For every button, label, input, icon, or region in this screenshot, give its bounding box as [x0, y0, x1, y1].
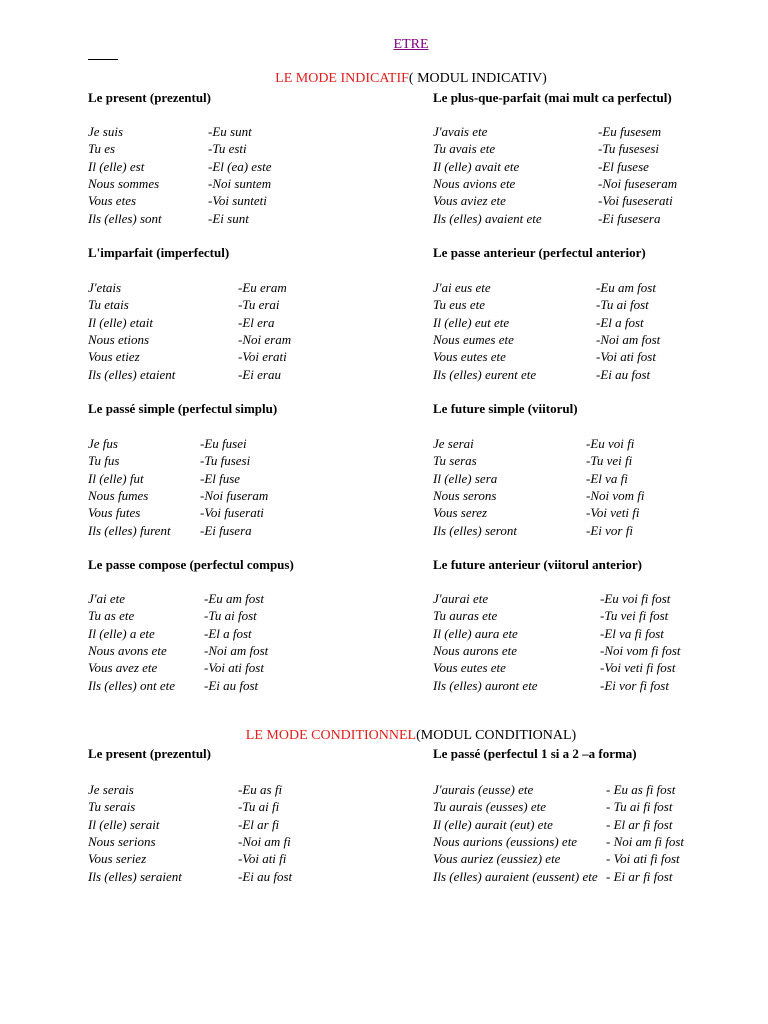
french-form: Vous eutes ete [433, 660, 506, 676]
conjugation-row [433, 192, 763, 209]
romanian-form: -Ei au fost [204, 677, 259, 693]
conjugation-row [433, 140, 763, 157]
romanian-form: -Ei vor fi fost [600, 677, 669, 693]
romanian-form: - Tu ai fi fost [606, 799, 673, 815]
conjugation-row [433, 470, 763, 487]
conjugation-row [433, 366, 763, 383]
romanian-form: -Ei sunt [208, 210, 249, 226]
romanian-form: -Tu fusesesi [598, 141, 660, 157]
french-form: Ils (elles) furent [88, 522, 171, 538]
romanian-form: -El fusese [598, 158, 649, 174]
french-form: Tu eus ete [433, 297, 485, 313]
french-form: Ils (elles) avaient ete [433, 210, 542, 226]
romanian-form: -Tu ai fi [238, 799, 280, 815]
section-heading: Le passé simple (perfectul simplu) [88, 401, 278, 416]
conjugation-row [433, 833, 763, 850]
french-form: Nous serions [88, 833, 156, 849]
conjugation-row [88, 158, 418, 175]
conjugation-row [433, 331, 763, 348]
conjugation-row [88, 868, 418, 885]
conjugation-row [433, 590, 763, 607]
romanian-form: -Voi sunteti [208, 193, 267, 209]
french-form: Ils (elles) eurent ete [433, 366, 537, 382]
romanian-form: -Eu am fost [204, 591, 264, 606]
french-form: Vous serez [433, 505, 488, 521]
conditionnel-header [0, 727, 768, 745]
romanian-form: -Voi fuserati [200, 505, 264, 521]
french-form: Je suis [88, 124, 124, 139]
french-form: Tu as ete [88, 608, 135, 624]
conjugation-row [433, 816, 763, 833]
french-form: Tu avais ete [433, 141, 496, 157]
conjugation-row [88, 123, 418, 140]
romanian-form: -Voi fuseserati [598, 193, 673, 209]
conjugation-row [433, 607, 763, 624]
french-form: Vous eutes ete [433, 349, 506, 365]
romanian-form: -Ei fusesera [598, 210, 661, 226]
conjugation-row [88, 140, 418, 157]
conjugation-row [88, 625, 418, 642]
conjugation-row [88, 452, 418, 469]
french-form: Tu etais [88, 297, 129, 313]
conjugation-row [88, 833, 418, 850]
romanian-form: -Voi veti fi fost [600, 660, 676, 676]
romanian-form: -El ar fi [238, 816, 280, 832]
conjugation-row [433, 522, 763, 539]
conjugation-row [88, 314, 418, 331]
romanian-form: -Noi vom fi fost [600, 642, 681, 658]
conjugation-row [433, 798, 763, 815]
romanian-form: -Eu am fost [596, 280, 656, 295]
romanian-form: - El ar fi fost [606, 816, 673, 832]
french-form: Vous etiez [88, 349, 140, 365]
conjugation-row [433, 296, 763, 313]
conjugation-row [433, 210, 763, 227]
romanian-form: -Eu voi fi [586, 436, 635, 451]
conjugation-row [88, 504, 418, 521]
french-form: Nous etions [88, 331, 150, 347]
indicatif-mode-label: LE MODE INDICATIF [275, 71, 409, 86]
french-form: Tu auras ete [433, 608, 498, 624]
french-form: J'avais ete [433, 124, 488, 139]
conjugation-row [88, 659, 418, 676]
french-form: Ils (elles) ont ete [88, 677, 175, 693]
conjugation-row [433, 625, 763, 642]
french-form: Ils (elles) etaient [88, 366, 176, 382]
french-form: J'aurais (eusse) ete [433, 782, 534, 797]
french-form: Ils (elles) sont [88, 210, 162, 226]
romanian-form: -Tu esti [208, 141, 247, 157]
french-form: Il (elle) est [88, 158, 145, 174]
romanian-form: -Ei au fost [238, 868, 293, 884]
conjugation-row [88, 816, 418, 833]
conjugation-row [88, 798, 418, 815]
romanian-form: - Noi am fi fost [606, 833, 685, 849]
french-form: Nous aurons ete [433, 642, 518, 658]
conjugation-row [88, 850, 418, 867]
french-form: Il (elle) aura ete [433, 625, 518, 641]
conjugation-row [433, 868, 763, 885]
romanian-form: -Voi veti fi [586, 505, 640, 521]
french-form: Ils (elles) seront [433, 522, 517, 538]
french-form: Je serai [433, 436, 474, 451]
french-form: Il (elle) a ete [88, 625, 155, 641]
french-form: J'ai eus ete [433, 280, 491, 295]
french-form: Il (elle) avait ete [433, 158, 520, 174]
section-heading: Le present (prezentul) [88, 90, 211, 105]
romanian-form: -El va fi fost [600, 625, 664, 641]
section-heading: Le passe compose (perfectul compus) [88, 557, 294, 572]
conjugation-row [433, 677, 763, 694]
romanian-form: -El (ea) este [208, 158, 272, 174]
romanian-form: -Tu vei fi fost [600, 608, 669, 624]
french-form: Vous futes [88, 505, 141, 521]
conditionnel-translation: (MODUL CONDITIONAL) [416, 728, 577, 743]
romanian-form: -El va fi [586, 470, 628, 486]
conjugation-row [433, 314, 763, 331]
conjugation-row [88, 175, 418, 192]
conjugation-row [88, 192, 418, 209]
conjugation-row [433, 487, 763, 504]
indicatif-header [0, 70, 768, 88]
french-form: Nous avons ete [88, 642, 167, 658]
conjugation-row [433, 850, 763, 867]
french-form: Nous avions ete [433, 175, 516, 191]
romanian-form: -Noi fuseseram [598, 175, 678, 191]
romanian-form: -El a fost [596, 314, 644, 330]
conditionnel-mode-label: LE MODE CONDITIONNEL [245, 728, 417, 743]
romanian-form: -Tu erai [238, 297, 280, 313]
romanian-form: -Eu voi fi fost [600, 591, 671, 606]
conjugation-row [88, 210, 418, 227]
french-form: Il (elle) sera [433, 470, 498, 486]
french-form: Vous seriez [88, 851, 147, 867]
section-heading: Le future anterieur (viitorul anterior) [433, 557, 642, 572]
section-heading: L'imparfait (imperfectul) [88, 245, 230, 260]
romanian-form: -Noi am fost [596, 331, 661, 347]
french-form: Ils (elles) seraient [88, 868, 182, 884]
romanian-form: -Ei fusera [200, 522, 252, 538]
conjugation-row [88, 607, 418, 624]
romanian-form: -Voi erati [238, 349, 287, 365]
romanian-form: -Eu eram [238, 280, 287, 295]
french-form: Je fus [88, 436, 118, 451]
romanian-form: -El a fost [204, 625, 252, 641]
french-form: Vous etes [88, 193, 137, 209]
romanian-form: - Voi ati fi fost [606, 851, 680, 867]
french-form: Il (elle) serait [88, 816, 160, 832]
conjugation-row [433, 642, 763, 659]
french-form: Vous aviez ete [433, 193, 506, 209]
conjugation-row [433, 158, 763, 175]
conjugation-row [88, 331, 418, 348]
romanian-form: -Ei au fost [596, 366, 651, 382]
romanian-form: -Tu vei fi [586, 453, 633, 469]
french-form: Nous aurions (eussions) ete [433, 833, 578, 849]
conjugation-row [88, 781, 418, 798]
french-form: Nous sommes [88, 175, 160, 191]
french-form: Il (elle) eut ete [433, 314, 510, 330]
conjugation-row [88, 642, 418, 659]
french-form: Nous fumes [88, 487, 149, 503]
romanian-form: -El fuse [200, 470, 241, 486]
romanian-form: -Noi fuseram [200, 487, 269, 503]
french-form: Nous eumes ete [433, 331, 514, 347]
french-form: Il (elle) etait [88, 314, 153, 330]
romanian-form: -Noi vom fi [586, 487, 645, 503]
french-form: Tu serais [88, 799, 136, 815]
romanian-form: -Noi am fost [204, 642, 269, 658]
conjugation-row [88, 470, 418, 487]
section-heading: Le passe anterieur (perfectul anterior) [433, 245, 646, 260]
french-form: Ils (elles) auront ete [433, 677, 538, 693]
romanian-form: -Noi am fi [238, 833, 291, 849]
romanian-form: -El era [238, 314, 275, 330]
conjugation-row [88, 590, 418, 607]
romanian-form: -Voi ati fost [204, 660, 264, 676]
conjugation-row [88, 296, 418, 313]
french-form: J'aurai ete [433, 591, 489, 606]
romanian-form: -Tu ai fost [596, 297, 649, 313]
conjugation-row [433, 659, 763, 676]
conjugation-row [433, 435, 763, 452]
romanian-form: -Ei vor fi [586, 522, 633, 538]
french-form: Il (elle) fut [88, 470, 144, 486]
conjugation-row [433, 504, 763, 521]
french-form: Tu es [88, 141, 116, 157]
romanian-form: -Eu fusesem [598, 124, 662, 139]
french-form: Tu seras [433, 453, 477, 469]
french-form: Tu aurais (eusses) ete [433, 799, 547, 815]
romanian-form: -Voi ati fost [596, 349, 656, 365]
conjugation-row [433, 348, 763, 365]
romanian-form: -Tu ai fost [204, 608, 257, 624]
section-heading: Le future simple (viitorul) [433, 401, 578, 416]
romanian-form: -Ei erau [238, 366, 281, 382]
french-form: Vous auriez (eussiez) ete [433, 851, 561, 867]
romanian-form: - Eu as fi fost [606, 782, 676, 797]
conjugation-row [433, 279, 763, 296]
romanian-form: -Eu as fi [238, 782, 283, 797]
conjugation-row [88, 279, 418, 296]
section-heading: Le plus-que-parfait (mai mult ca perfectul) [433, 90, 672, 105]
french-form: Nous serons [433, 487, 497, 503]
section-heading: Le present (prezentul) [88, 746, 211, 761]
section-heading: Le passé (perfectul 1 si a 2 –a forma) [433, 746, 637, 761]
romanian-form: -Tu fusesi [200, 453, 251, 469]
romanian-form: -Voi ati fi [238, 851, 287, 867]
french-form: J'ai ete [88, 591, 126, 606]
conjugation-row [88, 522, 418, 539]
french-form: Je serais [88, 782, 134, 797]
french-form: Ils (elles) auraient (eussent) ete [433, 868, 598, 884]
french-form: J'etais [88, 280, 122, 295]
conjugation-row [433, 452, 763, 469]
conjugation-row [433, 175, 763, 192]
romanian-form: -Noi suntem [208, 175, 272, 191]
title-rule [88, 59, 118, 60]
french-form: Il (elle) aurait (eut) ete [433, 816, 553, 832]
romanian-form: -Eu sunt [208, 124, 252, 139]
conjugation-row [88, 366, 418, 383]
french-form: Tu fus [88, 453, 120, 469]
romanian-form: -Eu fusei [200, 436, 247, 451]
indicatif-translation: ( MODUL INDICATIV) [408, 71, 547, 86]
french-form: Vous avez ete [88, 660, 158, 676]
romanian-form: - Ei ar fi fost [606, 868, 673, 884]
conjugation-row [88, 487, 418, 504]
conjugation-row [88, 435, 418, 452]
page-title: ETRE [393, 37, 429, 52]
conjugation-row [88, 348, 418, 365]
conjugation-row [433, 781, 763, 798]
conjugation-row [433, 123, 763, 140]
conjugation-row [88, 677, 418, 694]
romanian-form: -Noi eram [238, 331, 292, 347]
